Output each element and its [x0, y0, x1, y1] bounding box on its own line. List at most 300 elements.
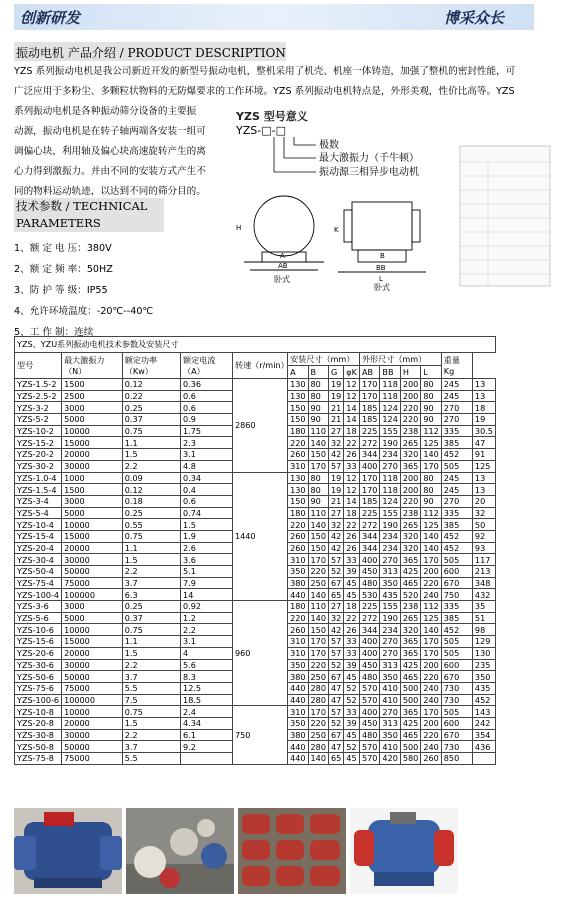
- intro-line: 系列振动电机是各种振动筛分设备的主要振: [14, 106, 197, 117]
- table-cell: 155: [380, 425, 400, 437]
- header-outline: 外形尺寸（mm）: [359, 353, 441, 366]
- technical-parameters-title: [14, 198, 164, 232]
- table-cell: 250: [308, 729, 328, 741]
- table-cell: 170: [421, 647, 441, 659]
- table-cell: 250: [308, 577, 328, 589]
- table-cell: 45: [344, 671, 360, 683]
- table-cell: 385: [441, 437, 472, 449]
- table-cell: 313: [380, 659, 400, 671]
- table-cell: 118: [380, 379, 400, 391]
- table-cell: 1.2: [181, 612, 233, 624]
- table-cell: 21: [328, 402, 343, 414]
- dim-label-l: L: [379, 275, 383, 283]
- table-cell: 13: [472, 390, 495, 402]
- table-cell: 270: [380, 636, 400, 648]
- table-cell: 124: [380, 414, 400, 426]
- table-cell: 80: [308, 484, 328, 496]
- speed-cell: 960: [232, 601, 287, 706]
- table-cell: 57: [328, 554, 343, 566]
- table-cell: 3.1: [181, 636, 233, 648]
- table-cell: 140: [421, 624, 441, 636]
- table-cell: 348: [472, 577, 495, 589]
- table-cell: YZS-50-8: [15, 741, 62, 753]
- table-cell: 238: [400, 507, 420, 519]
- table-cell: 19: [328, 484, 343, 496]
- table-cell: 170: [308, 554, 328, 566]
- table-cell: 19: [328, 379, 343, 391]
- table-cell: 13: [472, 379, 495, 391]
- table-cell: YZS-1.5-2: [15, 379, 62, 391]
- intro-line: 心力得到激振力。并由不同的安装方式产生不: [14, 166, 206, 177]
- table-cell: 47: [328, 694, 343, 706]
- table-cell: 270: [380, 460, 400, 472]
- table-cell: [181, 753, 233, 765]
- table-cell: 452: [441, 542, 472, 554]
- speed-cell: 750: [232, 706, 287, 764]
- table-cell: 98: [472, 624, 495, 636]
- table-cell: 265: [400, 437, 420, 449]
- table-cell: 385: [441, 612, 472, 624]
- table-cell: 118: [380, 472, 400, 484]
- table-cell: 1500: [62, 484, 123, 496]
- table-cell: 450: [359, 717, 379, 729]
- table-cell: 52: [328, 659, 343, 671]
- table-cell: 452: [441, 624, 472, 636]
- table-row: [15, 379, 496, 391]
- table-cell: 234: [380, 530, 400, 542]
- table-cell: 170: [308, 647, 328, 659]
- table-cell: 124: [380, 495, 400, 507]
- table-cell: 5000: [62, 612, 123, 624]
- table-cell: 26: [344, 530, 360, 542]
- header-install: 安装尺寸（mm）: [288, 353, 360, 366]
- speed-cell: 1440: [232, 472, 287, 601]
- table-cell: 730: [441, 682, 472, 694]
- table-cell: 3000: [62, 402, 123, 414]
- table-cell: 125: [472, 460, 495, 472]
- table-cell: YZS-5-6: [15, 612, 62, 624]
- table-cell: 155: [380, 601, 400, 613]
- table-cell: 180: [288, 601, 308, 613]
- table-cell: 14: [344, 414, 360, 426]
- table-cell: 0.9: [181, 414, 233, 426]
- table-cell: 385: [441, 519, 472, 531]
- model-meaning-force: 最大激振力（千牛顿）: [319, 153, 419, 164]
- table-cell: YZS-1.0-4: [15, 472, 62, 484]
- table-cell: 47: [328, 741, 343, 753]
- table-cell: 234: [380, 449, 400, 461]
- table-cell: 570: [359, 741, 379, 753]
- table-cell: 260: [288, 542, 308, 554]
- table-cell: 110: [308, 425, 328, 437]
- table-cell: 245: [441, 379, 472, 391]
- table-cell: 220: [421, 729, 441, 741]
- table-cell: 52: [344, 741, 360, 753]
- table-cell: 13: [472, 472, 495, 484]
- table-cell: 220: [308, 659, 328, 671]
- table-cell: 0.55: [122, 519, 180, 531]
- table-cell: 3000: [62, 495, 123, 507]
- table-cell: 272: [359, 519, 379, 531]
- table-cell: 150: [288, 402, 308, 414]
- table-cell: 3.7: [122, 741, 180, 753]
- table-cell: 93: [472, 542, 495, 554]
- table-cell: 14: [344, 495, 360, 507]
- header-weight: 重量 Kg: [441, 353, 472, 379]
- table-cell: 313: [380, 566, 400, 578]
- table-cell: 270: [380, 706, 400, 718]
- table-cell: 580: [400, 753, 420, 765]
- table-cell: 350: [380, 577, 400, 589]
- table-cell: 410: [380, 694, 400, 706]
- table-cell: 200: [421, 659, 441, 671]
- table-cell: 140: [308, 612, 328, 624]
- table-cell: 75000: [62, 753, 123, 765]
- table-cell: 15000: [62, 636, 123, 648]
- table-cell: 150: [308, 530, 328, 542]
- table-cell: 0.75: [122, 706, 180, 718]
- table-cell: YZS-15-4: [15, 530, 62, 542]
- table-cell: 5.5: [122, 682, 180, 694]
- table-cell: 1.1: [122, 636, 180, 648]
- table-cell: 22: [344, 437, 360, 449]
- table-cell: 26: [344, 624, 360, 636]
- table-cell: 0.12: [122, 484, 180, 496]
- table-cell: 3000: [62, 601, 123, 613]
- table-cell: 67: [328, 577, 343, 589]
- table-cell: 320: [400, 530, 420, 542]
- spec-list: [14, 238, 153, 343]
- table-cell: 365: [400, 554, 420, 566]
- table-cell: 100000: [62, 694, 123, 706]
- table-cell: 670: [441, 577, 472, 589]
- table-cell: 33: [344, 554, 360, 566]
- table-cell: 110: [308, 601, 328, 613]
- table-cell: YZS-5-2: [15, 414, 62, 426]
- table-cell: 12: [344, 379, 360, 391]
- table-cell: 480: [359, 577, 379, 589]
- table-cell: 270: [441, 414, 472, 426]
- table-cell: 21: [328, 414, 343, 426]
- header-current: 额定电流（A）: [181, 353, 233, 379]
- table-cell: YZS-15-6: [15, 636, 62, 648]
- intro-line: 动源，振动电机是在转子轴两端各安装一组可: [14, 126, 206, 137]
- table-cell: 670: [441, 671, 472, 683]
- table-cell: 260: [421, 753, 441, 765]
- table-cell: 190: [380, 612, 400, 624]
- table-cell: 440: [288, 682, 308, 694]
- table-cell: 80: [308, 379, 328, 391]
- table-cell: 90: [421, 402, 441, 414]
- table-cell: 6.3: [122, 589, 180, 601]
- table-cell: 2.6: [181, 542, 233, 554]
- table-cell: 380: [288, 671, 308, 683]
- header-dim: G: [328, 366, 343, 379]
- table-cell: 5000: [62, 414, 123, 426]
- table-cell: 143: [472, 706, 495, 718]
- table-cell: 245: [441, 390, 472, 402]
- table-cell: 26: [344, 449, 360, 461]
- table-cell: 500: [400, 694, 420, 706]
- table-cell: 235: [472, 659, 495, 671]
- table-cell: 310: [288, 647, 308, 659]
- header-dim: AB: [359, 366, 379, 379]
- table-cell: 150: [308, 542, 328, 554]
- intro-line: 广泛应用于多粉尘、多颗粒状物料的无防爆要求的工作环境。YZS 系列振动电机特点是，外形美观，性价比高等。YZS: [14, 86, 515, 97]
- table-cell: 170: [308, 636, 328, 648]
- table-cell: YZS-30-2: [15, 460, 62, 472]
- table-cell: 20000: [62, 542, 123, 554]
- table-cell: 432: [472, 589, 495, 601]
- table-cell: 30000: [62, 460, 123, 472]
- table-cell: 10000: [62, 519, 123, 531]
- table-cell: 42: [328, 542, 343, 554]
- table-cell: 2.3: [181, 437, 233, 449]
- table-cell: 400: [359, 706, 379, 718]
- table-cell: 18.5: [181, 694, 233, 706]
- table-cell: 238: [400, 425, 420, 437]
- table-cell: 425: [400, 566, 420, 578]
- table-cell: 33: [344, 460, 360, 472]
- model-code: YZS-□-□: [236, 124, 286, 137]
- table-cell: YZS-2.5-2: [15, 390, 62, 402]
- table-cell: 140: [421, 542, 441, 554]
- table-cell: 850: [441, 753, 472, 765]
- table-cell: 0.75: [122, 425, 180, 437]
- table-caption: YZS、YZU系列振动电机技术参数及安装尺寸: [15, 337, 496, 353]
- table-cell: 350: [380, 729, 400, 741]
- table-cell: 344: [359, 530, 379, 542]
- table-cell: 354: [472, 729, 495, 741]
- table-cell: 0.6: [181, 402, 233, 414]
- table-cell: 19: [328, 472, 343, 484]
- dim-label-h: H: [236, 224, 242, 232]
- table-cell: 350: [288, 566, 308, 578]
- header-dim: BB: [380, 366, 400, 379]
- table-cell: 12: [344, 484, 360, 496]
- table-cell: 35: [472, 601, 495, 613]
- table-cell: 570: [359, 694, 379, 706]
- table-cell: 80: [421, 484, 441, 496]
- table-cell: 0.37: [122, 414, 180, 426]
- table-cell: 220: [288, 437, 308, 449]
- table-cell: 180: [288, 507, 308, 519]
- table-cell: 4: [181, 647, 233, 659]
- spec-item: 2、额 定 频 率：50HZ: [14, 264, 113, 275]
- table-cell: 190: [380, 519, 400, 531]
- table-cell: 18: [344, 507, 360, 519]
- banner-right-slogan: 博采众长: [443, 9, 504, 27]
- table-cell: 32: [328, 612, 343, 624]
- table-cell: 140: [308, 589, 328, 601]
- table-cell: 140: [421, 530, 441, 542]
- table-cell: 10000: [62, 624, 123, 636]
- table-cell: 75000: [62, 682, 123, 694]
- table-cell: YZS-20-6: [15, 647, 62, 659]
- table-cell: 117: [472, 554, 495, 566]
- table-cell: 2500: [62, 390, 123, 402]
- table-cell: 32: [328, 437, 343, 449]
- table-cell: 1.5: [122, 449, 180, 461]
- table-cell: 1.5: [122, 647, 180, 659]
- table-cell: 2.2: [122, 729, 180, 741]
- table-cell: 42: [328, 530, 343, 542]
- table-cell: 1.5: [122, 554, 180, 566]
- table-cell: 0.25: [122, 402, 180, 414]
- table-cell: 57: [328, 706, 343, 718]
- table-cell: YZS-10-8: [15, 706, 62, 718]
- table-cell: YZS-15-2: [15, 437, 62, 449]
- table-cell: 90: [421, 495, 441, 507]
- table-cell: 0.34: [181, 472, 233, 484]
- horizontal-label-left: 卧式: [274, 275, 290, 284]
- model-meaning-poles: 极数: [319, 140, 339, 151]
- table-cell: 5.5: [122, 753, 180, 765]
- table-header-row: [15, 353, 496, 366]
- table-cell: 155: [380, 507, 400, 519]
- table-cell: 270: [441, 495, 472, 507]
- table-cell: 600: [441, 659, 472, 671]
- horizontal-label-right: 卧式: [374, 283, 390, 292]
- table-cell: 505: [441, 636, 472, 648]
- table-cell: 200: [400, 379, 420, 391]
- table-cell: 220: [308, 566, 328, 578]
- intro-line: 调偏心块，利用轴及偏心块高速旋转产生的离: [14, 146, 206, 157]
- table-cell: 12: [344, 390, 360, 402]
- table-cell: 33: [344, 636, 360, 648]
- table-cell: 45: [344, 577, 360, 589]
- table-caption-row: [15, 337, 496, 353]
- table-cell: 33: [344, 706, 360, 718]
- table-cell: 130: [288, 390, 308, 402]
- table-cell: 0.75: [122, 624, 180, 636]
- table-cell: 0.6: [181, 495, 233, 507]
- table-cell: 480: [359, 729, 379, 741]
- table-cell: 505: [441, 706, 472, 718]
- table-cell: 365: [400, 636, 420, 648]
- table-cell: 220: [288, 612, 308, 624]
- table-cell: 42: [328, 449, 343, 461]
- table-cell: 39: [344, 717, 360, 729]
- table-cell: 425: [400, 659, 420, 671]
- table-cell: 18: [344, 425, 360, 437]
- table-cell: 1.75: [181, 425, 233, 437]
- table-cell: 500: [400, 741, 420, 753]
- table-cell: 20000: [62, 717, 123, 729]
- table-cell: 51: [472, 612, 495, 624]
- table-cell: 52: [344, 694, 360, 706]
- table-cell: 27: [328, 601, 343, 613]
- table-cell: 225: [359, 425, 379, 437]
- table-cell: YZS-50-4: [15, 566, 62, 578]
- table-cell: 265: [400, 612, 420, 624]
- table-cell: 7.9: [181, 577, 233, 589]
- table-cell: 57: [328, 647, 343, 659]
- dim-label-ab: AB: [278, 262, 288, 270]
- table-cell: 80: [421, 390, 441, 402]
- table-cell: 67: [328, 729, 343, 741]
- table-cell: 170: [421, 460, 441, 472]
- table-cell: YZS-20-2: [15, 449, 62, 461]
- banner-left-slogan: 创新研发: [20, 9, 81, 27]
- dim-label-bb: BB: [376, 264, 386, 272]
- product-description-title: 振动电机 产品介绍 / PRODUCT DESCRIPTION: [14, 42, 286, 61]
- table-cell: YZS-10-2: [15, 425, 62, 437]
- table-cell: 125: [421, 612, 441, 624]
- table-cell: 400: [359, 460, 379, 472]
- table-cell: 39: [344, 566, 360, 578]
- table-cell: YZS-75-8: [15, 753, 62, 765]
- table-cell: 32: [472, 507, 495, 519]
- table-cell: 80: [421, 379, 441, 391]
- table-cell: 320: [400, 449, 420, 461]
- table-cell: 26: [344, 542, 360, 554]
- table-cell: 20000: [62, 647, 123, 659]
- table-cell: YZS-30-8: [15, 729, 62, 741]
- table-cell: 100000: [62, 589, 123, 601]
- table-cell: 600: [441, 717, 472, 729]
- table-cell: 335: [441, 601, 472, 613]
- table-cell: 500: [400, 682, 420, 694]
- table-cell: 118: [380, 390, 400, 402]
- table-cell: 452: [441, 530, 472, 542]
- table-cell: 170: [308, 460, 328, 472]
- table-cell: 265: [400, 519, 420, 531]
- table-cell: 452: [441, 449, 472, 461]
- table-cell: 5.1: [181, 566, 233, 578]
- table-cell: YZS-5-4: [15, 507, 62, 519]
- table-cell: 200: [400, 472, 420, 484]
- table-cell: 18: [344, 601, 360, 613]
- product-photos: [14, 808, 458, 894]
- table-cell: 344: [359, 449, 379, 461]
- table-cell: 170: [308, 706, 328, 718]
- table-cell: 140: [308, 753, 328, 765]
- table-cell: 32: [328, 519, 343, 531]
- table-cell: 112: [421, 507, 441, 519]
- table-cell: 335: [441, 507, 472, 519]
- table-cell: 45: [344, 729, 360, 741]
- table-cell: YZS-10-6: [15, 624, 62, 636]
- table-cell: 280: [308, 741, 328, 753]
- table-cell: YZS-10-4: [15, 519, 62, 531]
- table-cell: 280: [308, 682, 328, 694]
- table-cell: 0.25: [122, 507, 180, 519]
- table-cell: 0.09: [122, 472, 180, 484]
- table-cell: 200: [400, 484, 420, 496]
- table-cell: 9.2: [181, 741, 233, 753]
- table-cell: 350: [288, 717, 308, 729]
- table-cell: 225: [359, 601, 379, 613]
- table-cell: 1.5: [181, 519, 233, 531]
- table-cell: 365: [400, 706, 420, 718]
- table-cell: 272: [359, 437, 379, 449]
- table-cell: 4.34: [181, 717, 233, 729]
- table-cell: 6.1: [181, 729, 233, 741]
- red-motor-photo: [350, 808, 458, 894]
- table-cell: 1.9: [181, 530, 233, 542]
- intro-line: 同的物料运动轨迹，以达到不同的筛分目的。: [14, 186, 206, 197]
- table-cell: 110: [308, 507, 328, 519]
- table-cell: 27: [328, 425, 343, 437]
- table-cell: 200: [421, 566, 441, 578]
- table-cell: 220: [421, 577, 441, 589]
- table-cell: 505: [441, 647, 472, 659]
- header-force: 最大激振力（N）: [62, 353, 123, 379]
- table-cell: YZS-100-4: [15, 589, 62, 601]
- table-cell: YZS-1.5-4: [15, 484, 62, 496]
- table-cell: 440: [288, 753, 308, 765]
